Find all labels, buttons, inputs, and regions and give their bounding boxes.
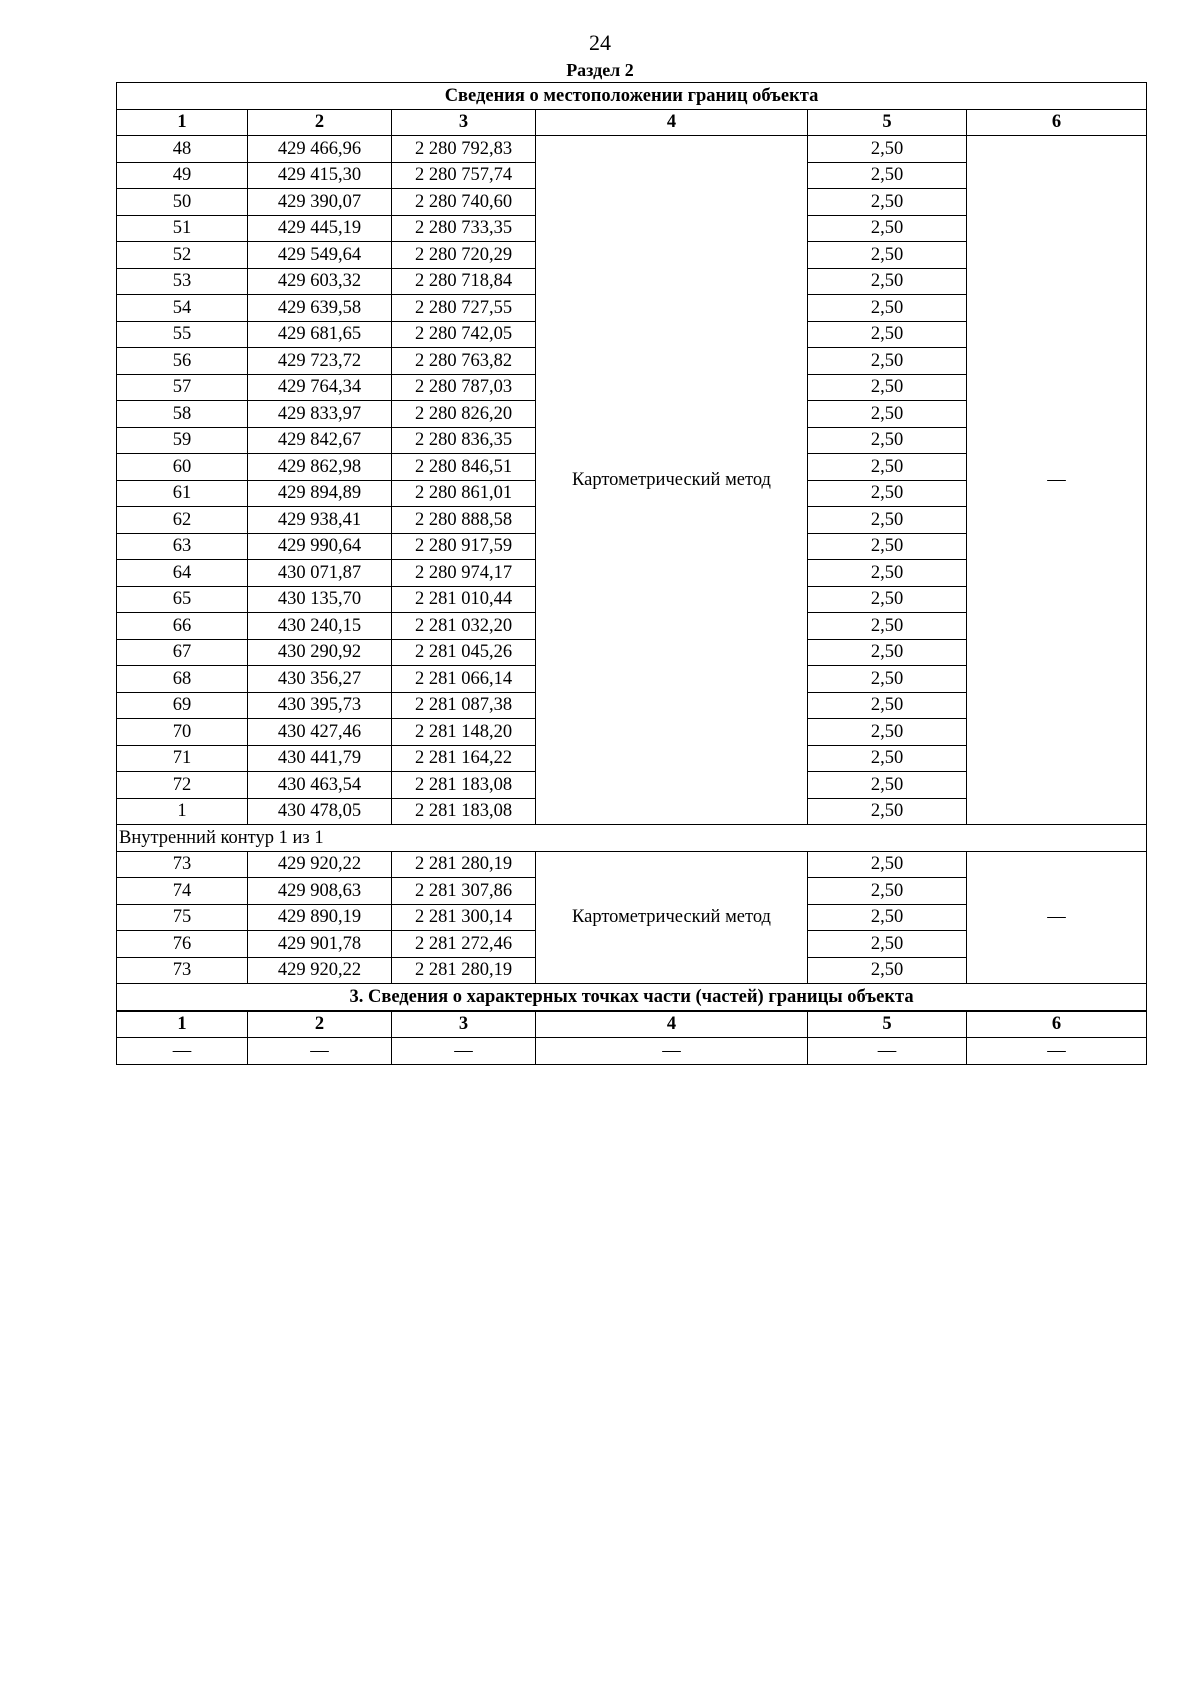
accuracy-cell: 2,50 (808, 719, 967, 746)
accuracy-cell: 2,50 (808, 878, 967, 905)
page-number: 24 (589, 30, 611, 55)
y-coordinate-cell: 2 280 917,59 (392, 533, 536, 560)
y-coordinate-cell: 2 280 836,35 (392, 427, 536, 454)
x-coordinate-cell: 429 894,89 (248, 480, 392, 507)
inner-contour-label: Внутренний контур 1 из 1 (117, 825, 1147, 852)
point-number-cell: 52 (117, 242, 248, 269)
y-coordinate-cell: 2 281 272,46 (392, 931, 536, 958)
point-number-cell: 68 (117, 666, 248, 693)
description-cell: — (967, 136, 1147, 825)
point-number-cell: 64 (117, 560, 248, 587)
part-data-cell: — (967, 1038, 1147, 1065)
x-coordinate-cell: 429 890,19 (248, 904, 392, 931)
section-label: Раздел 2 (566, 60, 634, 80)
x-coordinate-cell: 430 290,92 (248, 639, 392, 666)
point-number-cell: 60 (117, 454, 248, 481)
x-coordinate-cell: 429 549,64 (248, 242, 392, 269)
x-coordinate-cell: 430 135,70 (248, 586, 392, 613)
point-number-cell: 73 (117, 851, 248, 878)
point-number-cell: 76 (117, 931, 248, 958)
accuracy-cell: 2,50 (808, 851, 967, 878)
x-coordinate-cell: 430 478,05 (248, 798, 392, 825)
column-header: 3 (392, 109, 536, 136)
boundary-table-body (117, 83, 1147, 1065)
x-coordinate-cell: 430 463,54 (248, 772, 392, 799)
point-number-cell: 70 (117, 719, 248, 746)
x-coordinate-cell: 429 466,96 (248, 136, 392, 163)
point-number-cell: 65 (117, 586, 248, 613)
point-number-cell: 50 (117, 189, 248, 216)
x-coordinate-cell: 429 938,41 (248, 507, 392, 534)
y-coordinate-cell: 2 280 888,58 (392, 507, 536, 534)
accuracy-cell: 2,50 (808, 162, 967, 189)
table-title: Сведения о местоположении границ объекта (117, 83, 1147, 110)
y-coordinate-cell: 2 280 742,05 (392, 321, 536, 348)
x-coordinate-cell: 430 071,87 (248, 560, 392, 587)
point-number-cell: 54 (117, 295, 248, 322)
y-coordinate-cell: 2 280 718,84 (392, 268, 536, 295)
column-header: 2 (248, 109, 392, 136)
part-data-row (117, 1038, 1147, 1065)
x-coordinate-cell: 430 441,79 (248, 745, 392, 772)
inner-contour-row (117, 851, 1147, 878)
x-coordinate-cell: 429 723,72 (248, 348, 392, 375)
point-number-cell: 66 (117, 613, 248, 640)
column-header: 4 (536, 109, 808, 136)
x-coordinate-cell: 429 603,32 (248, 268, 392, 295)
part-column-header: 6 (967, 1011, 1147, 1038)
point-number-cell: 59 (117, 427, 248, 454)
x-coordinate-cell: 429 862,98 (248, 454, 392, 481)
x-coordinate-cell: 429 445,19 (248, 215, 392, 242)
y-coordinate-cell: 2 280 727,55 (392, 295, 536, 322)
part-data-cell: — (536, 1038, 808, 1065)
point-number-cell: 55 (117, 321, 248, 348)
table-title-row (117, 83, 1147, 110)
accuracy-cell: 2,50 (808, 507, 967, 534)
accuracy-cell: 2,50 (808, 268, 967, 295)
accuracy-cell: 2,50 (808, 798, 967, 825)
y-coordinate-cell: 2 280 757,74 (392, 162, 536, 189)
x-coordinate-cell: 430 356,27 (248, 666, 392, 693)
y-coordinate-cell: 2 281 087,38 (392, 692, 536, 719)
inner-contour-label-row (117, 825, 1147, 852)
y-coordinate-cell: 2 281 010,44 (392, 586, 536, 613)
part-column-header: 2 (248, 1011, 392, 1038)
description-cell: — (967, 851, 1147, 984)
x-coordinate-cell: 429 920,22 (248, 851, 392, 878)
x-coordinate-cell: 430 395,73 (248, 692, 392, 719)
x-coordinate-cell: 429 842,67 (248, 427, 392, 454)
accuracy-cell: 2,50 (808, 666, 967, 693)
part-data-cell: — (117, 1038, 248, 1065)
y-coordinate-cell: 2 281 183,08 (392, 772, 536, 799)
y-coordinate-cell: 2 280 740,60 (392, 189, 536, 216)
accuracy-cell: 2,50 (808, 533, 967, 560)
x-coordinate-cell: 430 240,15 (248, 613, 392, 640)
accuracy-cell: 2,50 (808, 931, 967, 958)
y-coordinate-cell: 2 280 787,03 (392, 374, 536, 401)
point-number-cell: 72 (117, 772, 248, 799)
part-column-header: 1 (117, 1011, 248, 1038)
accuracy-cell: 2,50 (808, 427, 967, 454)
accuracy-cell: 2,50 (808, 745, 967, 772)
y-coordinate-cell: 2 280 763,82 (392, 348, 536, 375)
point-number-cell: 69 (117, 692, 248, 719)
point-number-cell: 67 (117, 639, 248, 666)
x-coordinate-cell: 429 990,64 (248, 533, 392, 560)
accuracy-cell: 2,50 (808, 560, 967, 587)
y-coordinate-cell: 2 280 720,29 (392, 242, 536, 269)
accuracy-cell: 2,50 (808, 904, 967, 931)
y-coordinate-cell: 2 280 792,83 (392, 136, 536, 163)
y-coordinate-cell: 2 281 307,86 (392, 878, 536, 905)
part-data-cell: — (808, 1038, 967, 1065)
accuracy-cell: 2,50 (808, 189, 967, 216)
x-coordinate-cell: 429 639,58 (248, 295, 392, 322)
column-header: 5 (808, 109, 967, 136)
y-coordinate-cell: 2 280 861,01 (392, 480, 536, 507)
accuracy-cell: 2,50 (808, 772, 967, 799)
point-number-cell: 56 (117, 348, 248, 375)
x-coordinate-cell: 429 764,34 (248, 374, 392, 401)
accuracy-cell: 2,50 (808, 401, 967, 428)
part-column-header-row (117, 1011, 1147, 1038)
accuracy-cell: 2,50 (808, 348, 967, 375)
column-header: 1 (117, 109, 248, 136)
part-column-header: 5 (808, 1011, 967, 1038)
accuracy-cell: 2,50 (808, 136, 967, 163)
x-coordinate-cell: 429 901,78 (248, 931, 392, 958)
point-number-cell: 61 (117, 480, 248, 507)
x-coordinate-cell: 429 415,30 (248, 162, 392, 189)
accuracy-cell: 2,50 (808, 374, 967, 401)
method-cell: Картометрический метод (536, 136, 808, 825)
accuracy-cell: 2,50 (808, 613, 967, 640)
y-coordinate-cell: 2 281 164,22 (392, 745, 536, 772)
x-coordinate-cell: 429 390,07 (248, 189, 392, 216)
accuracy-cell: 2,50 (808, 692, 967, 719)
point-number-cell: 62 (117, 507, 248, 534)
y-coordinate-cell: 2 281 045,26 (392, 639, 536, 666)
point-number-cell: 51 (117, 215, 248, 242)
point-number-cell: 73 (117, 957, 248, 984)
accuracy-cell: 2,50 (808, 454, 967, 481)
accuracy-cell: 2,50 (808, 215, 967, 242)
accuracy-cell: 2,50 (808, 586, 967, 613)
y-coordinate-cell: 2 281 280,19 (392, 957, 536, 984)
column-header-row (117, 109, 1147, 136)
part-column-header: 4 (536, 1011, 808, 1038)
y-coordinate-cell: 2 280 846,51 (392, 454, 536, 481)
x-coordinate-cell: 429 920,22 (248, 957, 392, 984)
point-number-cell: 63 (117, 533, 248, 560)
accuracy-cell: 2,50 (808, 480, 967, 507)
y-coordinate-cell: 2 281 300,14 (392, 904, 536, 931)
outer-contour-row (117, 136, 1147, 163)
part-data-cell: — (392, 1038, 536, 1065)
x-coordinate-cell: 430 427,46 (248, 719, 392, 746)
method-cell: Картометрический метод (536, 851, 808, 984)
accuracy-cell: 2,50 (808, 295, 967, 322)
x-coordinate-cell: 429 681,65 (248, 321, 392, 348)
y-coordinate-cell: 2 281 066,14 (392, 666, 536, 693)
y-coordinate-cell: 2 281 183,08 (392, 798, 536, 825)
accuracy-cell: 2,50 (808, 957, 967, 984)
point-number-cell: 74 (117, 878, 248, 905)
accuracy-cell: 2,50 (808, 321, 967, 348)
point-number-cell: 75 (117, 904, 248, 931)
y-coordinate-cell: 2 281 280,19 (392, 851, 536, 878)
part-column-header: 3 (392, 1011, 536, 1038)
accuracy-cell: 2,50 (808, 242, 967, 269)
part-section-title: 3. Сведения о характерных точках части (частей) границы объекта (117, 984, 1147, 1011)
y-coordinate-cell: 2 280 974,17 (392, 560, 536, 587)
point-number-cell: 53 (117, 268, 248, 295)
point-number-cell: 48 (117, 136, 248, 163)
y-coordinate-cell: 2 280 733,35 (392, 215, 536, 242)
part-data-cell: — (248, 1038, 392, 1065)
point-number-cell: 1 (117, 798, 248, 825)
y-coordinate-cell: 2 280 826,20 (392, 401, 536, 428)
point-number-cell: 57 (117, 374, 248, 401)
accuracy-cell: 2,50 (808, 639, 967, 666)
y-coordinate-cell: 2 281 148,20 (392, 719, 536, 746)
x-coordinate-cell: 429 833,97 (248, 401, 392, 428)
point-number-cell: 49 (117, 162, 248, 189)
part-section-title-row (117, 984, 1147, 1011)
column-header: 6 (967, 109, 1147, 136)
point-number-cell: 71 (117, 745, 248, 772)
x-coordinate-cell: 429 908,63 (248, 878, 392, 905)
point-number-cell: 58 (117, 401, 248, 428)
y-coordinate-cell: 2 281 032,20 (392, 613, 536, 640)
boundary-table (116, 82, 1147, 1065)
